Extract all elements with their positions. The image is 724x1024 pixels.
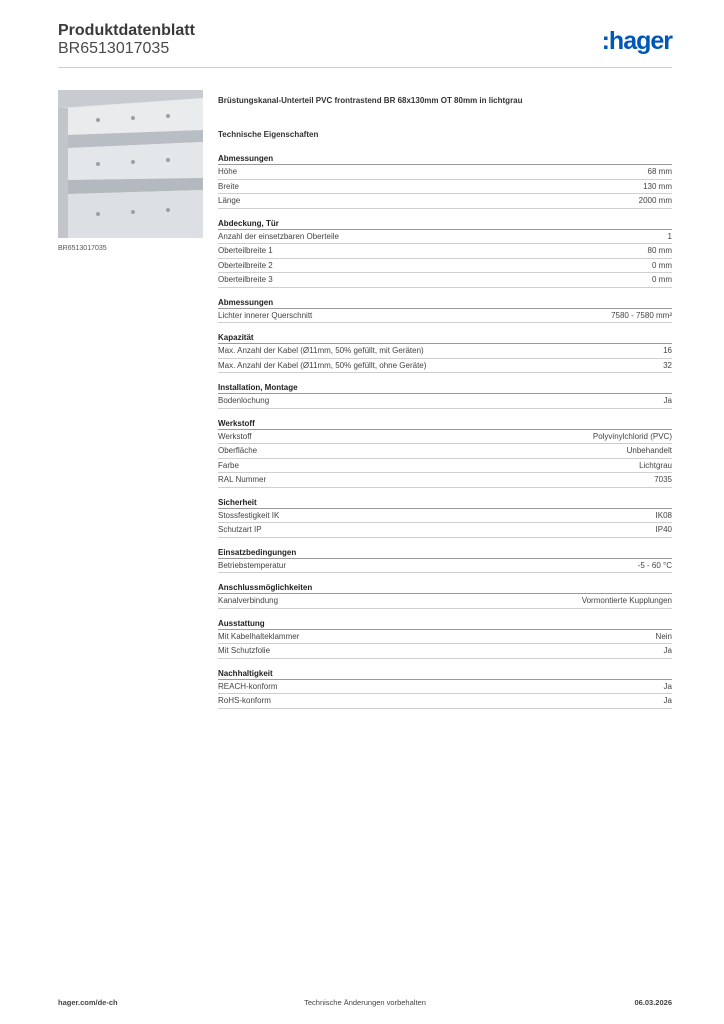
property-label: Oberteilbreite 1 xyxy=(218,246,273,255)
property-value: Ja xyxy=(663,646,672,655)
property-section xyxy=(218,547,672,574)
footer-note: Technische Änderungen vorbehalten xyxy=(304,998,426,1007)
property-value: 7035 xyxy=(654,475,672,484)
property-label: RAL Nummer xyxy=(218,475,267,484)
property-value: -5 - 60 °C xyxy=(637,560,672,570)
property-label: Bodenlochung xyxy=(218,396,270,405)
property-value: 2000 mm xyxy=(638,196,672,205)
property-label: Max. Anzahl der Kabel (Ø11mm, 50% gefüllt, mit Geräten) xyxy=(218,346,424,355)
property-value: Nein xyxy=(655,631,672,641)
property-section xyxy=(218,668,672,709)
property-section xyxy=(218,418,672,488)
property-row xyxy=(218,194,672,209)
property-row xyxy=(218,309,672,324)
property-value: Lichtgrau xyxy=(639,460,672,470)
property-value: IP40 xyxy=(655,525,672,534)
section-title: Kapazität xyxy=(218,332,672,344)
property-row xyxy=(218,344,672,359)
property-row xyxy=(218,644,672,659)
property-section xyxy=(218,497,672,538)
property-value: 80 mm xyxy=(647,246,672,255)
property-value: 1 xyxy=(667,231,672,241)
property-row xyxy=(218,259,672,274)
property-label: Betriebstemperatur xyxy=(218,560,287,570)
property-label: Kanalverbindung xyxy=(218,596,279,605)
product-image xyxy=(58,90,203,238)
section-title: Sicherheit xyxy=(218,497,672,509)
property-row xyxy=(218,244,672,259)
property-label: Länge xyxy=(218,196,241,205)
property-label: Oberteilbreite 3 xyxy=(218,275,273,284)
property-label: Lichter innerer Querschnitt xyxy=(218,310,313,320)
property-row xyxy=(218,230,672,245)
property-row xyxy=(218,180,672,195)
property-label: Mit Schutzfolie xyxy=(218,646,271,655)
property-label: Schutzart IP xyxy=(218,525,262,534)
footer-date: 06.03.2026 xyxy=(634,998,672,1007)
property-label: Oberfläche xyxy=(218,446,258,455)
property-section xyxy=(218,218,672,288)
property-section xyxy=(218,153,672,209)
section-title: Nachhaltigkeit xyxy=(218,668,672,680)
property-row xyxy=(218,694,672,709)
property-row xyxy=(218,394,672,409)
property-value: Ja xyxy=(663,396,672,405)
property-row xyxy=(218,430,672,445)
property-label: Oberteilbreite 2 xyxy=(218,260,273,270)
property-row xyxy=(218,523,672,538)
section-title: Abmessungen xyxy=(218,153,672,165)
cable-duct-image xyxy=(58,90,203,238)
property-row xyxy=(218,559,672,574)
document-number: BR6513017035 xyxy=(58,40,170,57)
property-row xyxy=(218,630,672,645)
property-label: REACH-konform xyxy=(218,681,278,691)
property-row xyxy=(218,680,672,695)
property-value: Polyvinylchlorid (PVC) xyxy=(592,431,672,441)
document-title: Produktdatenblatt xyxy=(58,22,195,39)
property-row xyxy=(218,594,672,609)
property-row xyxy=(218,165,672,180)
property-section xyxy=(218,332,672,373)
property-value: Ja xyxy=(663,696,672,705)
property-row xyxy=(218,273,672,288)
section-title: Werkstoff xyxy=(218,418,672,430)
property-label: Max. Anzahl der Kabel (Ø11mm, 50% gefüllt, ohne Geräte) xyxy=(218,360,427,370)
section-title: Ausstattung xyxy=(218,618,672,630)
image-caption: BR6513017035 xyxy=(58,245,107,252)
property-label: Stossfestigkeit IK xyxy=(218,510,280,520)
section-title: Abmessungen xyxy=(218,297,672,309)
property-row xyxy=(218,509,672,524)
property-row xyxy=(218,359,672,374)
property-section xyxy=(218,618,672,659)
property-label: Anzahl der einsetzbaren Oberteile xyxy=(218,231,339,241)
property-label: Höhe xyxy=(218,167,238,176)
product-description: Brüstungskanal-Unterteil PVC frontrastend BR 68x130mm OT 80mm in lichtgrau xyxy=(218,96,523,105)
section-title: Einsatzbedingungen xyxy=(218,547,672,559)
property-label: Breite xyxy=(218,181,239,191)
property-label: Farbe xyxy=(218,460,239,470)
section-title: Anschlussmöglichkeiten xyxy=(218,582,672,594)
hager-logo: :hager xyxy=(601,27,672,55)
property-label: Mit Kabelhalteklammer xyxy=(218,631,300,641)
section-title: Installation, Montage xyxy=(218,382,672,394)
property-section xyxy=(218,382,672,409)
footer-website[interactable]: hager.com/de-ch xyxy=(58,998,118,1007)
property-value: 32 xyxy=(663,360,672,370)
product-content xyxy=(218,96,672,718)
property-row xyxy=(218,473,672,488)
property-value: 130 mm xyxy=(643,181,672,191)
property-value: IK08 xyxy=(655,510,672,520)
property-value: Vormontierte Kupplungen xyxy=(581,596,672,605)
property-section xyxy=(218,297,672,324)
property-sections xyxy=(218,153,672,709)
property-section xyxy=(218,582,672,609)
property-value: 68 mm xyxy=(647,167,672,176)
property-value: 0 mm xyxy=(652,275,672,284)
property-row xyxy=(218,459,672,474)
property-value: Ja xyxy=(663,681,672,691)
property-value: 16 xyxy=(663,346,672,355)
tech-properties-heading: Technische Eigenschaften xyxy=(218,130,319,139)
section-title: Abdeckung, Tür xyxy=(218,218,672,230)
property-label: Werkstoff xyxy=(218,431,252,441)
page-header xyxy=(58,22,672,68)
property-row xyxy=(218,444,672,459)
property-value: Unbehandelt xyxy=(626,446,672,455)
property-label: RoHS-konform xyxy=(218,696,271,705)
property-value: 7580 - 7580 mm² xyxy=(611,310,672,320)
property-value: 0 mm xyxy=(652,260,672,270)
